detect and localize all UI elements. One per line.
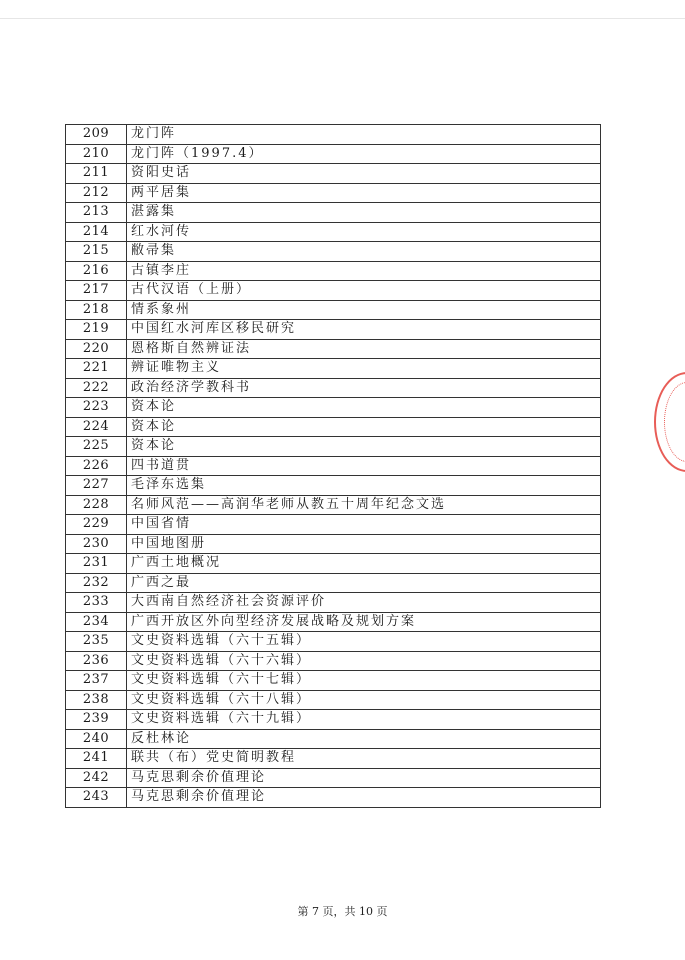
row-number: 228 <box>66 495 127 515</box>
table-row <box>66 398 601 418</box>
table-row <box>66 788 601 808</box>
row-number: 235 <box>66 632 127 652</box>
row-number: 239 <box>66 710 127 730</box>
row-number: 233 <box>66 593 127 613</box>
table-row <box>66 183 601 203</box>
row-number: 238 <box>66 690 127 710</box>
page-footer: 第 7 页，共 10 页 <box>297 905 388 918</box>
book-title: 文史资料选辑（六十八辑） <box>127 690 601 710</box>
row-number: 225 <box>66 437 127 457</box>
book-title: 文史资料选辑（六十六辑） <box>127 651 601 671</box>
row-number: 229 <box>66 515 127 535</box>
row-number: 220 <box>66 339 127 359</box>
table-row <box>66 651 601 671</box>
row-number: 234 <box>66 612 127 632</box>
book-title: 马克思剩余价值理论 <box>127 768 601 788</box>
row-number: 240 <box>66 729 127 749</box>
book-title: 文史资料选辑（六十九辑） <box>127 710 601 730</box>
row-number: 213 <box>66 203 127 223</box>
book-title: 资阳史话 <box>127 164 601 184</box>
row-number: 209 <box>66 125 127 145</box>
table-row <box>66 456 601 476</box>
table-row <box>66 768 601 788</box>
table-row <box>66 612 601 632</box>
table-row <box>66 671 601 691</box>
book-title: 中国省情 <box>127 515 601 535</box>
table-row <box>66 125 601 145</box>
row-number: 224 <box>66 417 127 437</box>
table-row <box>66 690 601 710</box>
book-title: 文史资料选辑（六十七辑） <box>127 671 601 691</box>
table-row <box>66 300 601 320</box>
row-number: 237 <box>66 671 127 691</box>
book-title: 湛露集 <box>127 203 601 223</box>
table-row <box>66 437 601 457</box>
row-number: 217 <box>66 281 127 301</box>
table-row <box>66 203 601 223</box>
table-row <box>66 359 601 379</box>
seal-inner-ring <box>664 382 685 462</box>
table-row <box>66 222 601 242</box>
table-row <box>66 261 601 281</box>
table-row <box>66 320 601 340</box>
row-number: 211 <box>66 164 127 184</box>
row-number: 221 <box>66 359 127 379</box>
book-title: 恩格斯自然辨证法 <box>127 339 601 359</box>
row-number: 231 <box>66 554 127 574</box>
table-row <box>66 729 601 749</box>
row-number: 232 <box>66 573 127 593</box>
table-row <box>66 710 601 730</box>
row-number: 241 <box>66 749 127 769</box>
row-number: 242 <box>66 768 127 788</box>
book-title: 红水河传 <box>127 222 601 242</box>
book-title: 龙门阵（1997.4） <box>127 144 601 164</box>
row-number: 218 <box>66 300 127 320</box>
table-row <box>66 378 601 398</box>
book-title: 辨证唯物主义 <box>127 359 601 379</box>
book-title: 古代汉语（上册） <box>127 281 601 301</box>
book-title: 古镇李庄 <box>127 261 601 281</box>
row-number: 216 <box>66 261 127 281</box>
table-row <box>66 749 601 769</box>
row-number: 210 <box>66 144 127 164</box>
book-title: 资本论 <box>127 398 601 418</box>
book-title: 马克思剩余价值理论 <box>127 788 601 808</box>
row-number: 227 <box>66 476 127 496</box>
row-number: 223 <box>66 398 127 418</box>
book-title: 情系象州 <box>127 300 601 320</box>
row-number: 219 <box>66 320 127 340</box>
table-row <box>66 476 601 496</box>
row-number: 222 <box>66 378 127 398</box>
table-row <box>66 632 601 652</box>
table-row <box>66 515 601 535</box>
row-number: 243 <box>66 788 127 808</box>
table-row <box>66 573 601 593</box>
row-number: 212 <box>66 183 127 203</box>
book-title: 四书道贯 <box>127 456 601 476</box>
table-row <box>66 144 601 164</box>
book-title: 文史资料选辑（六十五辑） <box>127 632 601 652</box>
red-seal-stamp <box>654 372 685 472</box>
book-title: 两平居集 <box>127 183 601 203</box>
table-row <box>66 339 601 359</box>
book-title: 资本论 <box>127 437 601 457</box>
book-title: 广西之最 <box>127 573 601 593</box>
book-title: 广西开放区外向型经济发展战略及规划方案 <box>127 612 601 632</box>
book-title: 联共（布）党史简明教程 <box>127 749 601 769</box>
row-number: 215 <box>66 242 127 262</box>
book-title: 中国地图册 <box>127 534 601 554</box>
page-top-rule <box>0 18 685 19</box>
book-title: 敝帚集 <box>127 242 601 262</box>
table-row <box>66 417 601 437</box>
book-list-table <box>65 124 601 808</box>
table-row <box>66 495 601 515</box>
book-title: 名师风范——高润华老师从教五十周年纪念文选 <box>127 495 601 515</box>
book-title: 中国红水河库区移民研究 <box>127 320 601 340</box>
table-row <box>66 554 601 574</box>
table-row <box>66 242 601 262</box>
row-number: 226 <box>66 456 127 476</box>
book-title: 反杜林论 <box>127 729 601 749</box>
book-title: 政治经济学教科书 <box>127 378 601 398</box>
book-title: 龙门阵 <box>127 125 601 145</box>
book-title: 广西土地概况 <box>127 554 601 574</box>
row-number: 214 <box>66 222 127 242</box>
table-row <box>66 534 601 554</box>
table-row <box>66 164 601 184</box>
table-row <box>66 281 601 301</box>
row-number: 230 <box>66 534 127 554</box>
book-title: 毛泽东选集 <box>127 476 601 496</box>
book-title: 资本论 <box>127 417 601 437</box>
table-row <box>66 593 601 613</box>
book-title: 大西南自然经济社会资源评价 <box>127 593 601 613</box>
row-number: 236 <box>66 651 127 671</box>
